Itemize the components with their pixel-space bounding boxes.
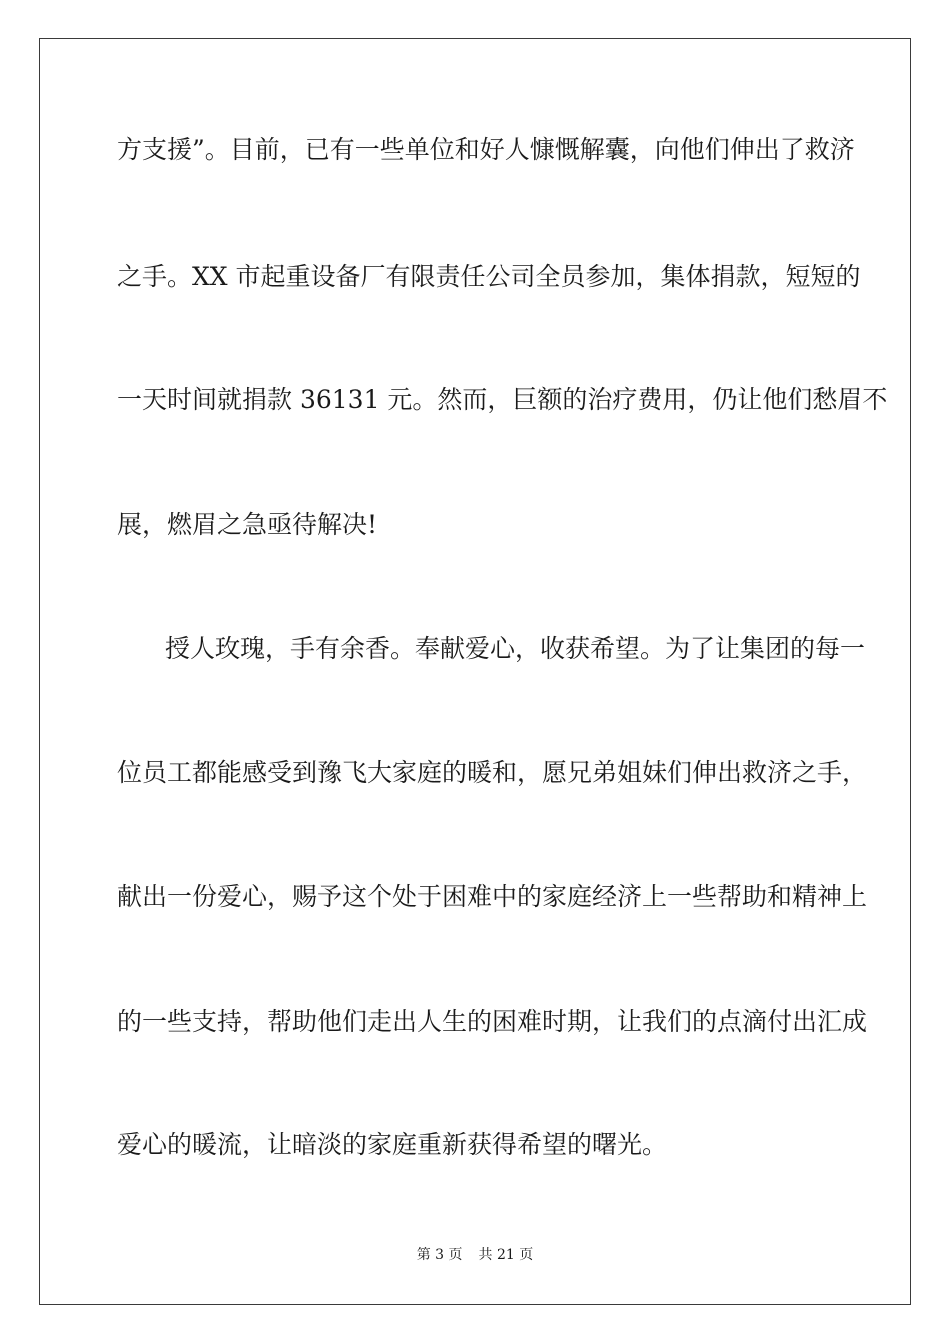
paragraph-line: 爱心的暖流，让暗淡的家庭重新获得希望的曙光。 <box>117 1130 668 1159</box>
paragraph-line: 展，燃眉之急亟待解决! <box>117 510 378 539</box>
paragraph-line: 位员工都能感受到豫飞大家庭的暖和，愿兄弟姐妹们伸出救济之手， <box>117 758 868 787</box>
paragraph-line: 的一些支持，帮助他们走出人生的困难时期，让我们的点滴付出汇成 <box>117 1007 868 1036</box>
paragraph-line: 献出一份爱心，赐予这个处于困难中的家庭经济上一些帮助和精神上 <box>117 882 868 911</box>
paragraph-line: 授人玫瑰，手有余香。奉献爱心，收获希望。为了让集团的每一 <box>165 634 866 663</box>
paragraph-line: 一天时间就捐款 36131 元。然而，巨额的治疗费用，仍让他们愁眉不 <box>117 385 888 414</box>
page-footer <box>0 1245 950 1265</box>
page-border <box>39 38 911 1305</box>
page-total: 共 21 页 <box>478 1247 534 1263</box>
paragraph-line: 之手。XX 市起重设备厂有限责任公司全员参加，集体捐款，短短的 <box>117 262 861 291</box>
paragraph-line: 方支援”。目前，已有一些单位和好人慷慨解囊，向他们伸出了救济 <box>117 135 855 164</box>
page-number: 第 3 页 <box>416 1247 463 1263</box>
